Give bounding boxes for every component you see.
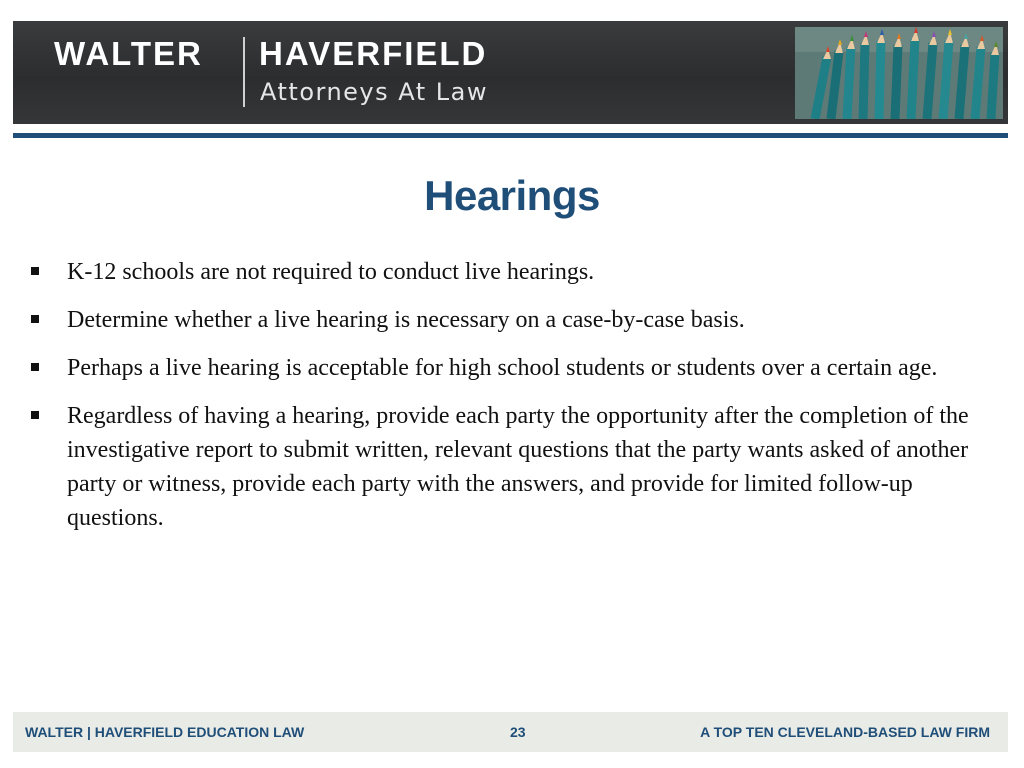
header-divider [13,133,1008,138]
bullet-text: K-12 schools are not required to conduct live hearings. [67,259,595,285]
logo-tagline: Attorneys At Law [260,78,488,106]
colored-pencils-icon [795,27,1003,119]
page-number: 23 [510,724,526,740]
square-bullet-icon [31,411,39,419]
footer-firm-name: WALTER | HAVERFIELD EDUCATION LAW [25,724,305,740]
colored-pencils-image [795,27,1003,119]
square-bullet-icon [31,363,39,371]
bullet-item [29,255,979,289]
bullet-text: Perhaps a live hearing is acceptable for high school students or students over a certain age. [67,355,938,381]
square-bullet-icon [31,315,39,323]
bullet-item [29,351,979,385]
logo-divider [243,37,245,107]
bullet-item [29,399,979,535]
header-banner [13,21,1008,124]
square-bullet-icon [31,267,39,275]
slide-title: Hearings [424,172,600,219]
bullet-text: Regardless of having a hearing, provide each party the opportunity after the completion of the investigative report to submit written, relevant questions that the party wants asked of another party or witness, provide each party with the answers, and provide for limited follow-up questions. [67,403,969,531]
bullet-item [29,303,979,337]
footer-tagline: A TOP TEN CLEVELAND-BASED LAW FIRM [700,724,990,740]
logo-name-left: WALTER [54,35,203,72]
logo-name-right: HAVERFIELD [259,35,488,72]
bullet-text: Determine whether a live hearing is necessary on a case-by-case basis. [67,307,745,333]
footer-bar [13,712,1008,752]
bullet-list [29,255,979,549]
